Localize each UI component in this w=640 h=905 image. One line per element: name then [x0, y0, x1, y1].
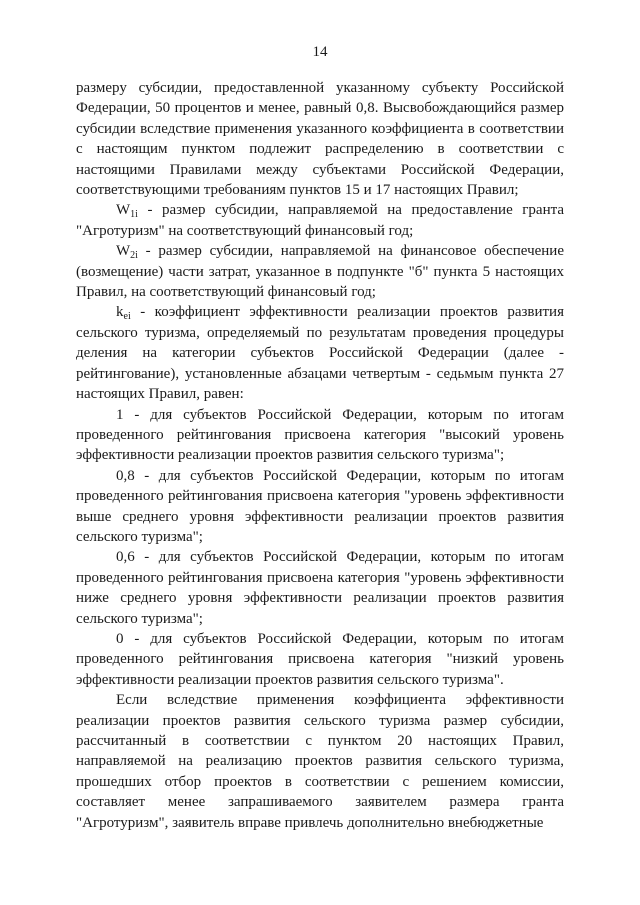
- page-number: 14: [312, 44, 328, 60]
- variable-k: $k_{ei}$: [116, 304, 131, 323]
- paragraph-subsidy-coefficient: размеру субсидии, предоставленной указанному субъекту Российской Федерации, 50 процентов и менее, равный 0,8. Высвобождающийся размер субсидии вследствие применения указанного коэффициента в соответствии с настоящим пунктом подлежит распределению в соответствии с настоящими Правилами между субъектами Российской Федерации, соответствующими требованиям пунктов 15 и 17 настоящих Правил;: [76, 80, 564, 199]
- variable-w2: $W_{2i}$: [116, 243, 138, 262]
- paragraph-w1-definition: $W_{1i}$ - размер субсидии, направляемой на предоставление гранта "Агротуризм" на соответствующий финансовый год;: [76, 202, 564, 239]
- paragraph-category-high: 1 - для субъектов Российской Федерации, которым по итогам проведенного рейтингования присвоена категория "высокий уровень эффективности реализации проектов развития сельского туризма";: [76, 406, 564, 464]
- document-body: [76, 78, 564, 833]
- paragraph-k-definition: $k_{ei}$ - коэффициент эффективности реализации проектов развития сельского туризма, определяемый по результатам проведения процедуры деления на категории субъектов Российской Федерации (далее - рейтингование), установленные абзацами четвертым - седьмым пункта 27 настоящих Правил, равен:: [76, 304, 564, 403]
- paragraph-final: Если вследствие применения коэффициента эффективности реализации проектов развития сельского туризма размер субсидии, рассчитанный в соответствии с пунктом 20 настоящих Правил, направляемой на реализацию проектов развития сельского туризма, прошедших отбор проектов в соответствии с решением комиссии, составляет менее запрашиваемого заявителем размера гранта "Агротуризм", заявитель вправе привлечь дополнительно внебюджетные: [76, 692, 564, 831]
- variable-w1: $W_{1i}$: [116, 202, 138, 221]
- paragraph-category-low: 0 - для субъектов Российской Федерации, которым по итогам проведенного рейтингования присвоена категория "низкий уровень эффективности реализации проектов развития сельского туризма".: [76, 630, 564, 688]
- paragraph-category-above-average: 0,8 - для субъектов Российской Федерации, которым по итогам проведенного рейтингования присвоена категория "уровень эффективности выше среднего уровня эффективности реализации проектов развития сельского туризма";: [76, 467, 564, 545]
- paragraph-w2-definition: $W_{2i}$ - размер субсидии, направляемой на финансовое обеспечение (возмещение) части затрат, указанное в подпункте "б" пункта 5 настоящих Правил, на соответствующий финансовый год;: [76, 243, 564, 301]
- paragraph-category-below-average: 0,6 - для субъектов Российской Федерации, которым по итогам проведенного рейтингования присвоена категория "уровень эффективности ниже среднего уровня эффективности реализации проектов развития сельского туризма";: [76, 549, 564, 627]
